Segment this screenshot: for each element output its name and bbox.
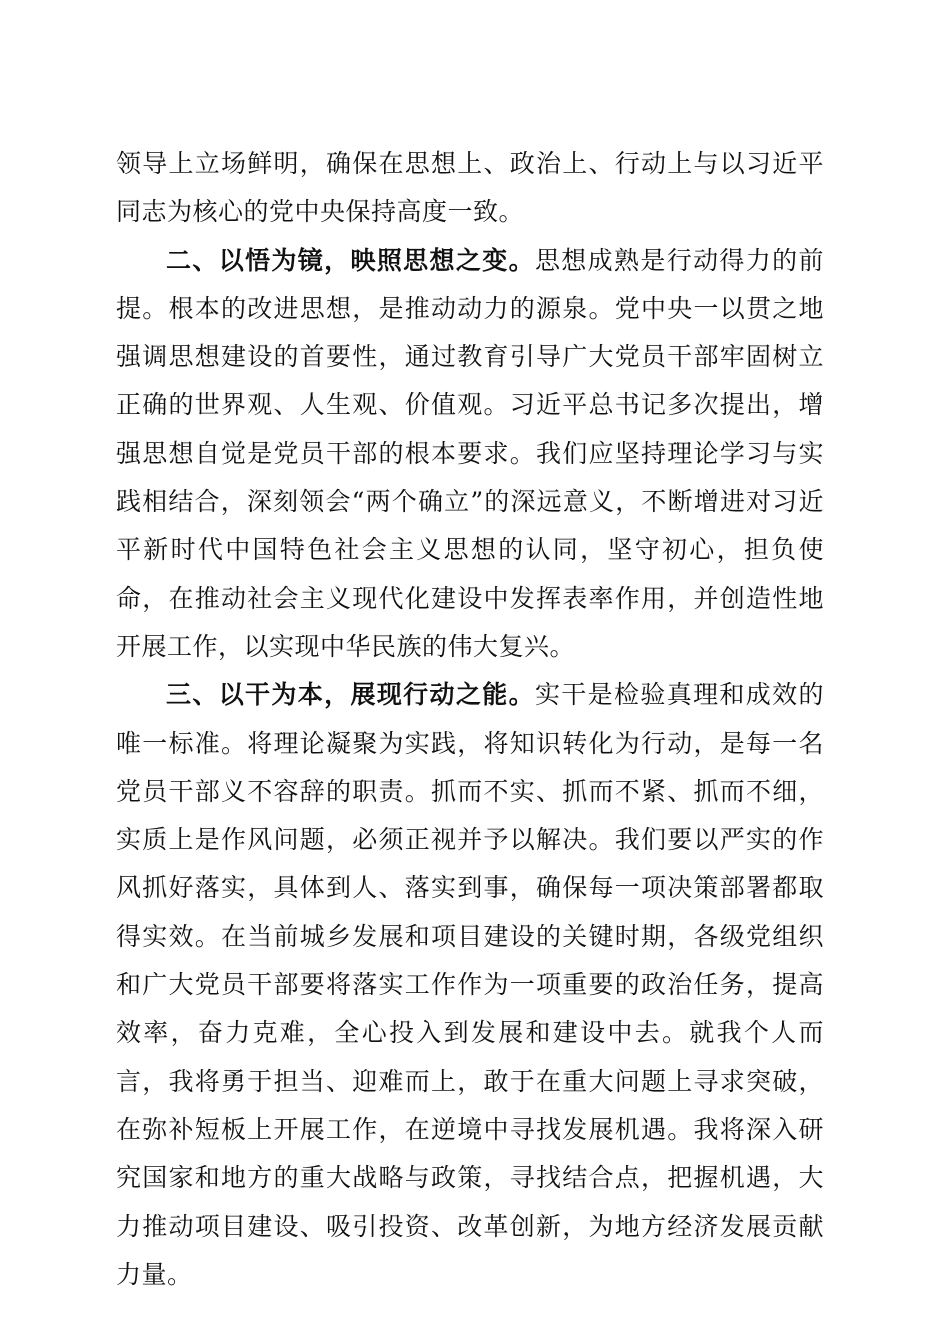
paragraph-text: 实干是检验真理和成效的唯一标准。将理论凝聚为实践，将知识转化为行动，是每一名党员干部义不容辞的职责。抓而不实、抓而不紧、抓而不细，实质上是作风问题，必须正视并予以解决。我们要以严实的作风抓好落实，具体到人、落实到事，确保每一项决策部署都取得实效。在当前城乡发展和项目建设的关键时期，各级党组织和广大党员干部要将落实工作作为一项重要的政治任务，提高效率，奋力克难，全心投入到发展和建设中去。就我个人而言，我将勇于担当、迎难而上，敢于在重大问题上寻求突破，在弥补短板上开展工作，在逆境中寻找发展机遇。我将深入研究国家和地方的重大战略与政策，寻找结合点，把握机遇，大力推动项目建设、吸引投资、改革创新，为地方经济发展贡献力量。 bbox=[116, 680, 824, 1289]
paragraph-continuation bbox=[116, 140, 824, 237]
section-heading: 三、以干为本，展现行动之能。 bbox=[166, 680, 535, 710]
section-heading: 二、以悟为镜，映照思想之变。 bbox=[166, 245, 535, 275]
paragraph-section-2 bbox=[116, 237, 824, 672]
paragraph-section-3 bbox=[116, 671, 824, 1299]
paragraph-text: 领导上立场鲜明，确保在思想上、政治上、行动上与以习近平同志为核心的党中央保持高度一致。 bbox=[116, 149, 824, 227]
document-body bbox=[116, 140, 824, 1299]
paragraph-text: 思想成熟是行动得力的前提。根本的改进思想，是推动动力的源泉。党中央一以贯之地强调思想建设的首要性，通过教育引导广大党员干部牢固树立正确的世界观、人生观、价值观。习近平总书记多次提出，增强思想自觉是党员干部的根本要求。我们应坚持理论学习与实践相结合，深刻领会“两个确立”的深远意义，不断增进对习近平新时代中国特色社会主义思想的认同，坚守初心，担负使命，在推动社会主义现代化建设中发挥表率作用，并创造性地开展工作，以实现中华民族的伟大复兴。 bbox=[116, 245, 824, 661]
